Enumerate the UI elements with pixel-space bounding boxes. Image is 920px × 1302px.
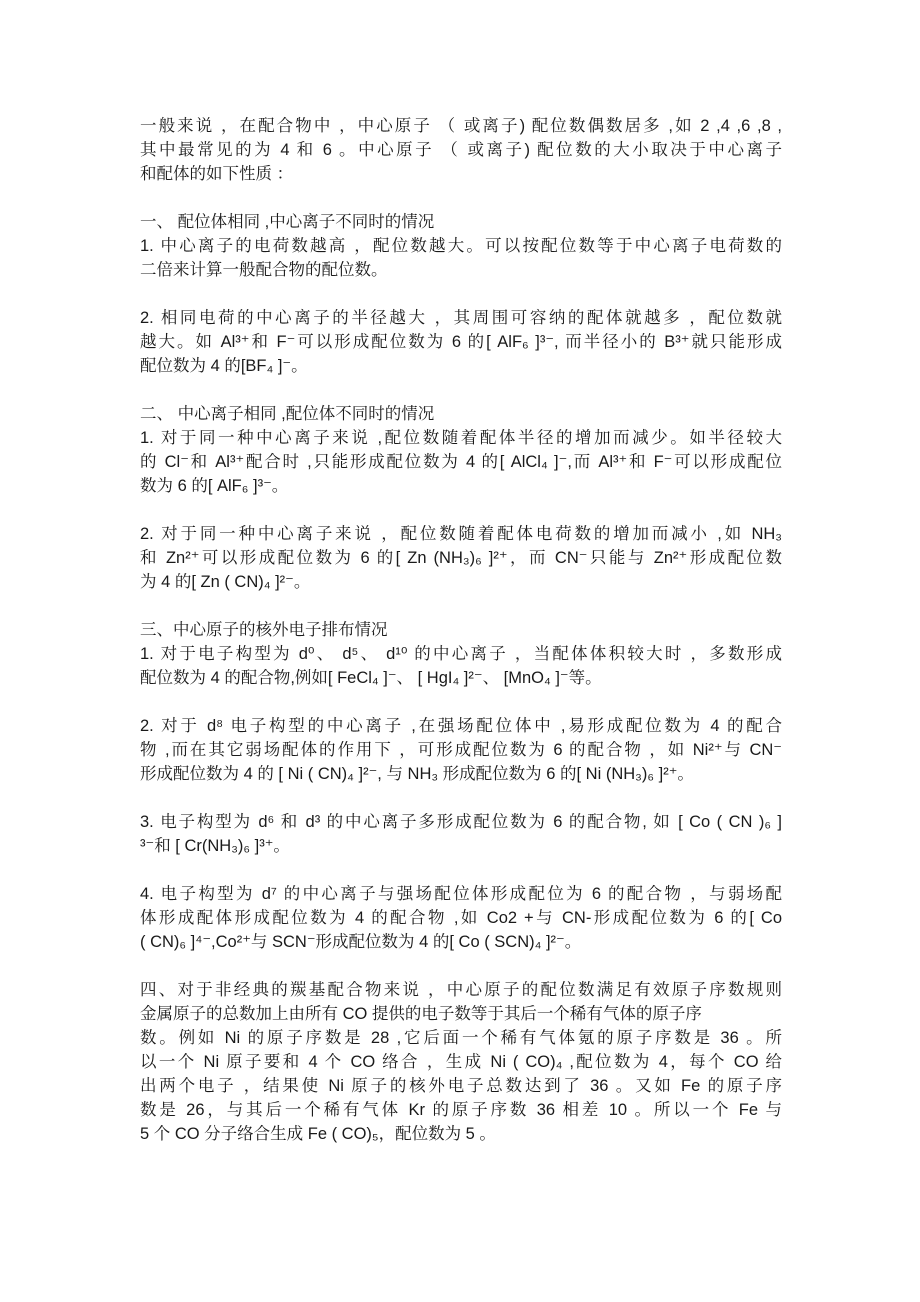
section-3-item-2 [140,714,782,786]
section-1-item-1 [140,234,782,282]
text-line: 2. 对于 d⁸ 电子构型的中心离子 ,在强场配位体中 ,易形成配位数为 4 的配合 [140,717,782,735]
section-heading: 一、 配位体相同 ,中心离子不同时的情况 [140,213,435,231]
text-line: 四、对于非经典的羰基配合物来说 ，中心原子的配位数满足有效原子序数规则 [140,981,782,999]
section-3-heading [140,618,782,642]
text-line: 3. 电子构型为 d⁶ 和 d³ 的中心离子多形成配位数为 6 的配合物, 如 [ Co ( CN )₆ ] [140,813,782,831]
text-line: 体形成配体形成配位数为 4 的配合物 ,如 Co2 +与 CN-形成配位数为 6 的[ Co [140,909,782,927]
text-line: 和 Zn²⁺可以形成配位数为 6 的[ Zn (NH₃)₆ ]²⁺，而 CN⁻只能与 Zn²⁺形成配位数 [140,549,782,567]
text-line: 1. 对于电子构型为 d⁰、 d⁵、 d¹⁰ 的中心离子 ，当配体体积较大时 ，多数形成 [140,645,782,663]
text-line: 一般来说 ，在配合物中 ，中心原子 （ 或离子) 配位数偶数居多 ,如 2 ,4 ,6 ,8 , [140,117,782,135]
section-1-item-2 [140,306,782,378]
section-2-item-1 [140,426,782,498]
text-line: 形成配位数为 4 的 [ Ni ( CN)₄ ]²⁻, 与 NH₃ 形成配位数为 6 的[ Ni (NH₃)₆ ]²⁺。 [140,765,694,783]
section-3-item-3 [140,810,782,858]
text-line: 4. 电子构型为 d⁷ 的中心离子与强场配位体形成配位为 6 的配合物 ，与弱场配 [140,885,782,903]
text-line: ( CN)₆ ]⁴⁻,Co²⁺与 SCN⁻形成配位数为 4 的[ Co ( SCN)₄ ]²⁻。 [140,933,582,951]
section-3-item-4 [140,882,782,954]
section-4-paragraph [140,978,782,1146]
text-line: 数是 26，与其后一个稀有气体 Kr 的原子序数 36 相差 10 。所以一个 Fe 与 [140,1101,782,1119]
text-line: 以一个 Ni 原子要和 4 个 CO 络合 ，生成 Ni ( CO)₄ ,配位数为 4，每个 CO 给 [140,1053,782,1071]
text-line: 和配体的如下性质 ： [140,165,294,183]
text-line: 5 个 CO 分子络合生成 Fe ( CO)₅，配位数为 5 。 [140,1125,496,1143]
text-line: 1. 中心离子的电荷数越高 ，配位数越大。可以按配位数等于中心离子电荷数的 [140,237,782,255]
section-heading: 二、 中心离子相同 ,配位体不同时的情况 [140,405,435,423]
text-line: 2. 相同电荷的中心离子的半径越大 ，其周围可容纳的配体就越多 ，配位数就 [140,309,782,327]
text-line: 为 4 的[ Zn ( CN)₄ ]²⁻。 [140,573,311,591]
text-line: 越大。如 Al³⁺和 F⁻可以形成配位数为 6 的[ AlF₆ ]³⁻, 而半径小的 B³⁺就只能形成 [140,333,782,351]
text-line: 2. 对于同一种中心离子来说 ，配位数随着配体电荷数的增加而减小 ,如 NH₃ [140,525,782,543]
text-line: 的 Cl⁻和 Al³⁺配合时 ,只能形成配位数为 4 的[ AlCl₄ ]⁻,而 Al³⁺和 F⁻可以形成配位 [140,453,782,471]
text-line: ³⁻和 [ Cr(NH₃)₆ ]³⁺。 [140,837,290,855]
text-line: 配位数为 4 的配合物,例如[ FeCl₄ ]⁻、 [ HgI₄ ]²⁻、 [MnO₄ ]⁻等。 [140,669,602,687]
text-line: 配位数为 4 的[BF₄ ]⁻。 [140,357,308,375]
section-heading: 三、中心原子的核外电子排布情况 [140,621,388,639]
text-line: 金属原子的总数加上由所有 CO 提供的电子数等于其后一个稀有气体的原子序 [140,1005,702,1023]
document-page [140,114,782,1146]
text-line: 物 ,而在其它弱场配体的作用下 ，可形成配位数为 6 的配合物 ，如 Ni²⁺与 CN⁻ [140,741,782,759]
section-3-item-1 [140,642,782,690]
text-line: 二倍来计算一般配合物的配位数。 [140,261,388,279]
text-line: 其中最常见的为 4 和 6 。中心原子 （ 或离子) 配位数的大小取决于中心离子 [140,141,782,159]
text-line: 出两个电子 ，结果使 Ni 原子的核外电子总数达到了 36 。又如 Fe 的原子序 [140,1077,782,1095]
intro-paragraph [140,114,782,186]
section-2-item-2 [140,522,782,594]
text-line: 数。例如 Ni 的原子序数是 28 ,它后面一个稀有气体氪的原子序数是 36 。所 [140,1029,782,1047]
section-1-heading [140,210,782,234]
text-line: 数为 6 的[ AlF₆ ]³⁻。 [140,477,289,495]
text-line: 1. 对于同一种中心离子来说 ,配位数随着配体半径的增加而减少。如半径较大 [140,429,782,447]
section-2-heading [140,402,782,426]
